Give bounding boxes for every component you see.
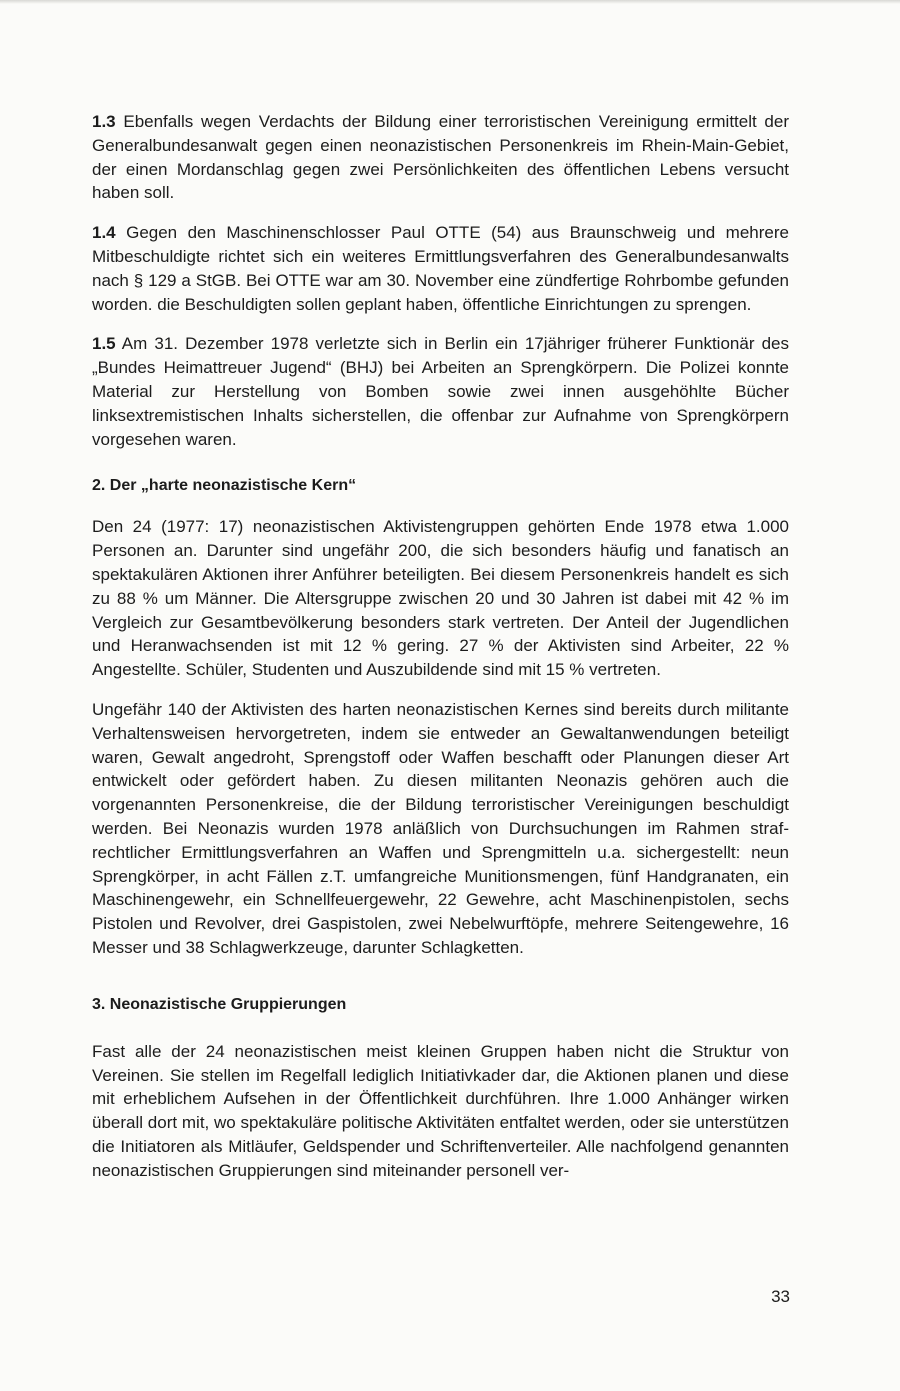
section-2-paragraph-1: Den 24 (1977: 17) neonazistischen Aktivistengruppen gehörten Ende 1978 etwa 1.000 Personen an. Darunter sind ungefähr 200, die sich besonders häufig und fanatisch an spektakulären Aktionen ihrer Anführer beteiligten. Bei diesem Personenkreis handelt es sich zu 88 % um Männer. Die Altersgruppe zwischen 20 und 30 Jahren ist dabei mit 42 % im Vergleich zur Gesamtbevölkerung besonders stark vertreten. Der Anteil der Jugendlichen und Heranwachsenden ist mit 12 % gering. 27 % der Aktivisten sind Arbeiter, 22 % Angestellte. Schüler, Studenten und Auszubildende sind mit 15 % vertreten.: [92, 517, 789, 680]
page-number: 33: [771, 1287, 790, 1306]
document-page: [92, 110, 789, 1198]
paragraph-text: Am 31. Dezember 1978 verletzte sich in Berlin ein 17jähriger früherer Funktionär des „Bundes Heimattreuer Jugend“ (BHJ) bei Arbeiten an Sprengkörpern. Die Polizei konnte Material zur Herstellung von Bomben sowie zwei innen ausgehöhlte Bücher linksextremistischen Inhalts sicherstellen, die offenbar zur Aufnahme von Sprengkörpern vorgesehen waren.: [92, 334, 789, 449]
paragraph-1-5: [92, 332, 789, 451]
section-heading: 2. Der „harte neonazistische Kern“: [92, 477, 357, 495]
section-3-heading-block: [92, 994, 789, 1016]
paragraph-number: 1.4: [92, 223, 116, 243]
paragraph-1-4: [92, 221, 789, 316]
paragraph-number: 1.5: [92, 334, 116, 354]
section-heading: 3. Neonazistische Gruppierungen: [92, 995, 347, 1013]
section-3-paragraph-1: Fast alle der 24 neonazistischen meist kleinen Gruppen haben nicht die Struktur von Vereinen. Sie stellen im Regelfall lediglich Initiativkader dar, die Aktionen planen und diese mit erheblichem Aufsehen in der Öffentlichkeit durchführen. Ihre 1.000 Anhänger wirken überall dort mit, wo spektakuläre politische Aktivitäten entfaltet werden, oder sie unterstützen die Initiatoren als Mitläufer, Geldspender und Schriftenverteiler. Alle nachfolgend genannten neonazistischen Gruppierungen sind miteinander personell ver-: [92, 1041, 789, 1180]
section-2-heading-block: [92, 475, 789, 497]
paragraph-text: Ebenfalls wegen Verdachts der Bildung einer terroristischen Vereinigung ermittelt der Generalbundesanwalt gegen einen neonazistischen Personenkreis im Rhein-Main-Gebiet, der einen Mordanschlag gegen zwei Persönlichkeiten des öffentlichen Lebens versucht haben soll.: [92, 112, 789, 203]
paragraph-1-3: [92, 110, 789, 205]
paragraph-text: Gegen den Maschinenschlosser Paul OTTE (54) aus Braunschweig und mehrere Mitbeschuldigte richtet sich ein weiteres Ermittlungsverfahren des Generalbundesanwalts nach § 129 a StGB. Bei OTTE war am 30. November eine zündfertige Rohrbombe gefunden worden. die Beschuldigten sollen geplant haben, öffentliche Einrichtungen zu sprengen.: [92, 223, 789, 314]
page-top-edge: [0, 0, 900, 4]
section-2-paragraph-2: Ungefähr 140 der Aktivisten des harten neonazistischen Kernes sind bereits durch militante Verhaltensweisen hervorgetreten, indem sie entweder an Gewaltanwendungen beteiligt waren, Gewalt angedroht, Sprengstoff oder Waffen beschafft oder Planungen dieser Art entwickelt oder gefördert haben. Zu diesen militanten Neonazis gehören auch die vorgenannten Personenkreise, die der Bildung terroristischer Vereinigungen beschuldigt werden. Bei Neonazis wurden 1978 anläßlich von Durchsuchungen im Rahmen strafrechtlicher Ermittlungsverfahren an Waffen und Sprengmitteln u.a. sichergestellt: neun Sprengkörper, in acht Fällen z.T. umfangreiche Munitionsmengen, fünf Handgranaten, ein Maschinengewehr, ein Schnellfeuergewehr, 22 Gewehre, acht Maschinenpistolen, sechs Pistolen und Revolver, drei Gaspistolen, zwei Nebelwurftöpfe, mehrere Seitengewehre, 16 Messer und 38 Schlagwerkzeuge, darunter Schlagketten.: [92, 699, 789, 957]
paragraph-number: 1.3: [92, 112, 116, 131]
